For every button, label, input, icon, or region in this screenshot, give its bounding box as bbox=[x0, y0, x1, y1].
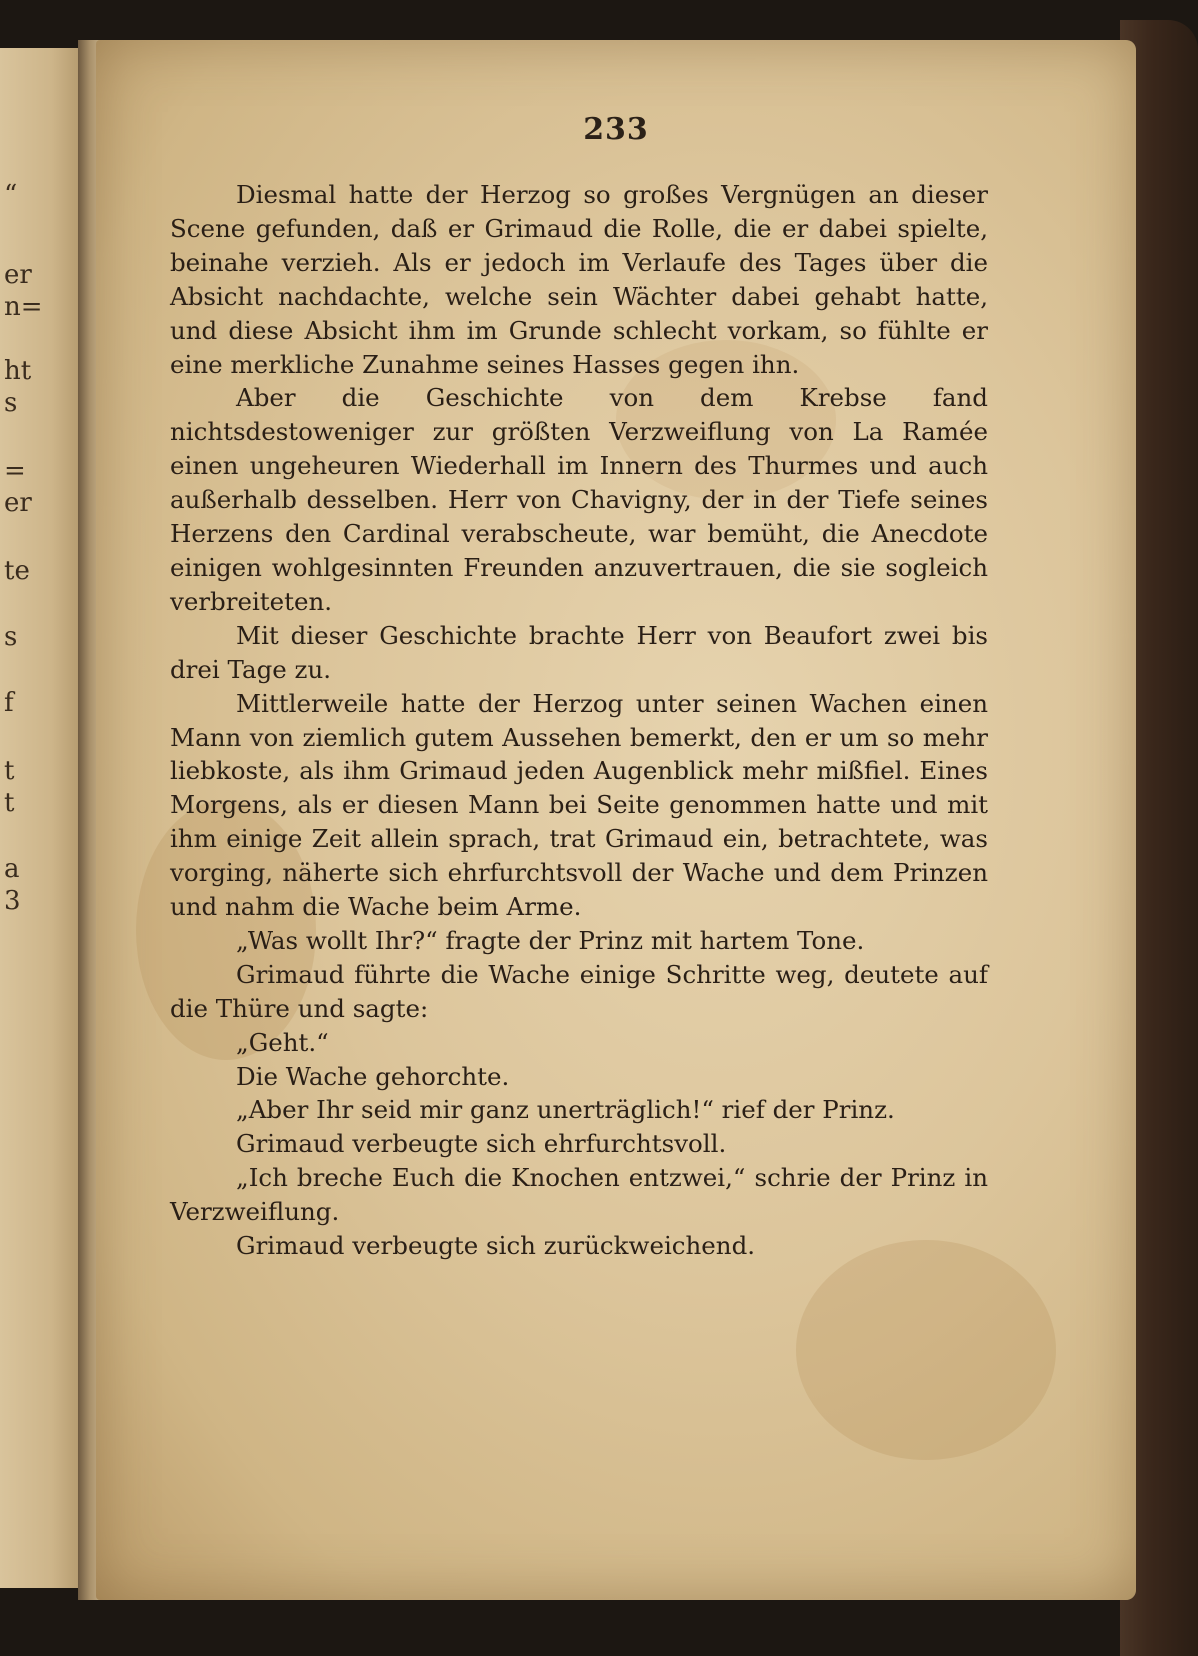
paragraph: „Geht.“ bbox=[236, 1027, 329, 1057]
fragment: ht bbox=[4, 356, 32, 386]
facing-page bbox=[0, 48, 86, 1588]
fragment: s bbox=[4, 388, 18, 418]
paragraph: Mit dieser Geschichte brachte Herr von Beaufort zwei bis drei Tage zu. bbox=[170, 620, 988, 684]
paragraph: Diesmal hatte der Herzog so großes Vergnügen an dieser Scene gefunden, daß er Grimaud die Rolle, die er dabei spielte, beinahe verzieh. Als er jedoch im Verlaufe des Tages über die Absicht nachdachte, welche sein Wächter dabei gehabt hatte, und diese Absicht ihm im Grunde schlecht vorkam, so fühlte er eine merkliche Zunahme seines Hasses gegen ihn. bbox=[170, 180, 988, 379]
fragment: te bbox=[4, 556, 30, 586]
fragment: 3 bbox=[4, 886, 21, 916]
page-body-text bbox=[170, 178, 988, 1263]
fragment: a bbox=[4, 854, 20, 884]
paragraph: „Ich breche Euch die Knochen entzwei,“ schrie der Prinz in Verzweiflung. bbox=[170, 1163, 988, 1227]
fragment: er bbox=[4, 260, 32, 290]
paragraph: Die Wache gehorchte. bbox=[236, 1061, 510, 1091]
facing-page-text-fragments bbox=[0, 48, 43, 1588]
paragraph: „Aber Ihr seid mir ganz unerträglich!“ rief der Prinz. bbox=[236, 1095, 895, 1125]
fragment: “ bbox=[4, 180, 18, 210]
paragraph: Mittlerweile hatte der Herzog unter seinen Wachen einen Mann von ziemlich gutem Aussehen bemerkt, den er um so mehr liebkoste, als ihm Grimaud jeden Augenblick mehr mißfiel. Eines Morgens, als er diesen Mann bei Seite genommen hatte und mit ihm einige Zeit allein sprach, trat Grimaud ein, betrachtete, was vorging, näherte sich ehrfurchtsvoll der Wache und dem Prinzen und nahm die Wache beim Arme. bbox=[170, 688, 988, 922]
paragraph: „Was wollt Ihr?“ fragte der Prinz mit hartem Tone. bbox=[236, 925, 865, 955]
book-page bbox=[96, 40, 1136, 1600]
paragraph: Grimaud verbeugte sich ehrfurchtsvoll. bbox=[236, 1129, 727, 1159]
fragment: n= bbox=[4, 292, 43, 322]
paragraph: Grimaud führte die Wache einige Schritte weg, deutete auf die Thüre und sagte: bbox=[170, 959, 988, 1023]
fragment: s bbox=[4, 622, 18, 652]
fragment: t bbox=[4, 788, 15, 818]
fragment: er bbox=[4, 488, 32, 518]
fragment: f bbox=[4, 688, 14, 718]
paragraph: Aber die Geschichte von dem Krebse fand nichtsdestoweniger zur größten Verzweiflung von La Ramée einen ungeheuren Wiederhall im Innern des Thurmes und auch außerhalb desselben. Herr von Chavigny, der in der Tiefe seines Herzens den Cardinal verabscheute, war bemüht, die Anecdote einigen wohlgesinnten Freunden anzuvertrauen, die sie sogleich verbreiteten. bbox=[170, 383, 988, 616]
fragment: t bbox=[4, 756, 15, 786]
paragraph: Grimaud verbeugte sich zurückweichend. bbox=[236, 1231, 756, 1261]
paper-stain bbox=[796, 1240, 1056, 1460]
page-number: 233 bbox=[583, 112, 649, 147]
fragment: = bbox=[4, 456, 26, 486]
